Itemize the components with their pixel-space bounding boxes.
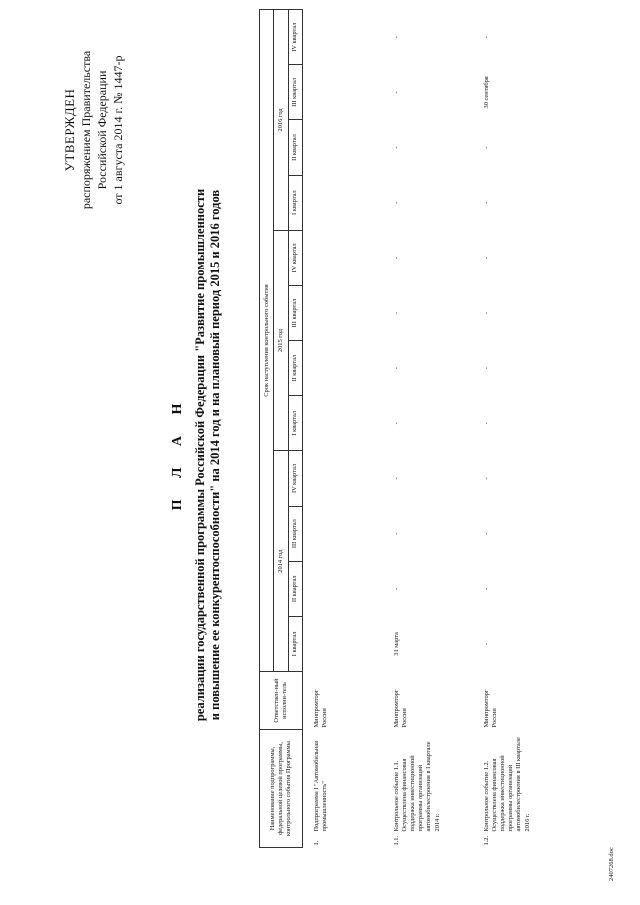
quarter-deadline-cell: 31 марта [392, 632, 400, 656]
quarter-deadline-cell: - [482, 36, 490, 39]
row-responsible: Минпромторг России [392, 689, 408, 728]
header-quarter: IV квартал [288, 230, 302, 285]
quarter-deadline-cell [303, 120, 383, 175]
quarter-deadline-cell: - [392, 477, 400, 480]
row-name-cell [303, 730, 383, 848]
quarter-deadline-cell [303, 285, 383, 340]
quarter-deadline-cell [303, 451, 383, 506]
quarter-deadline-cell: - [482, 256, 490, 259]
row-number: 1.1. [392, 835, 400, 846]
quarter-deadline-cell [303, 175, 383, 230]
quarter-deadline-cell [303, 506, 383, 561]
quarter-deadline-cell: 30 сентября [482, 76, 490, 109]
quarter-deadline-cell [303, 561, 383, 616]
document-code: 2407268.doc [608, 847, 615, 881]
subtitle-line: и повышение ее конкурентоспособности" на 2014 год и на плановый период 2015 и 2016 годов [208, 189, 222, 721]
approval-date: от 1 августа 2014 г. № 1447-р [111, 55, 125, 205]
quarter-deadline-cell: - [482, 367, 490, 370]
quarter-deadline-cell: - [482, 532, 490, 535]
page-subtitle [193, 75, 223, 835]
header-quarter: III квартал [288, 285, 302, 340]
quarter-deadline-cell: - [392, 532, 400, 535]
approval-stamp [62, 20, 126, 240]
row-number: 1. [313, 840, 320, 846]
quarter-deadline-cell: - [392, 146, 400, 149]
header-quarter: I квартал [288, 616, 302, 671]
approval-line: распоряжением Правительства [79, 50, 93, 210]
quarter-deadline-cell [303, 616, 383, 671]
row-title: Контрольное событие 1.2. Осуществлена финансовая поддержка инвестиционной программы организаций автомобилестроения в III квартале 2016 г. [482, 737, 531, 832]
header-quarter: III квартал [288, 506, 302, 561]
table-row [303, 10, 383, 848]
row-name-cell [383, 730, 473, 848]
header-quarter: IV квартал [288, 451, 302, 506]
header-deadline-group: Срок наступления контрольного события [260, 10, 274, 672]
header-year: 2016 год [274, 10, 288, 231]
quarter-deadline-cell: - [482, 587, 490, 590]
quarter-deadline-cell: - [392, 91, 400, 94]
quarter-deadline-cell: - [482, 642, 490, 645]
row-title: Подпрограмма I "Автомобильная промышленность" [313, 740, 329, 832]
table-body [303, 10, 563, 848]
quarter-deadline-cell: - [392, 367, 400, 370]
header-year: 2015 год [274, 230, 288, 451]
header-quarter: IV квартал [288, 10, 302, 65]
quarter-deadline-cell: - [392, 36, 400, 39]
row-responsible: Минпромторг России [482, 689, 498, 728]
quarter-deadline-cell [303, 65, 383, 120]
quarter-deadline-cell [303, 10, 383, 65]
plan-table [259, 9, 563, 848]
quarter-deadline-cell [303, 230, 383, 285]
approval-title: УТВЕРЖДЕН [62, 88, 77, 172]
page-title: П Л А Н [170, 394, 185, 511]
quarter-deadline-cell [303, 341, 383, 396]
table-row [383, 10, 473, 848]
quarter-deadline-cell [303, 396, 383, 451]
header-responsible-column: Ответствен-ный исполни-тель [260, 672, 303, 730]
row-responsible: Минпромторг России [313, 689, 329, 728]
header-quarter: I квартал [288, 175, 302, 230]
header-quarter: I квартал [288, 396, 302, 451]
approval-line: Российской Федерации [95, 70, 109, 190]
quarter-deadline-cell: - [482, 477, 490, 480]
header-quarter: II квартал [288, 341, 302, 396]
quarter-deadline-cell: - [392, 256, 400, 259]
subtitle-line: реализации государственной программы Российской Федерации "Развитие промышленности [193, 188, 207, 722]
quarter-deadline-cell: - [482, 146, 490, 149]
quarter-deadline-cell: - [392, 201, 400, 204]
table-row [473, 10, 563, 848]
header-year: 2014 год [274, 451, 288, 672]
header-quarter: II квартал [288, 561, 302, 616]
quarter-deadline-cell: - [482, 201, 490, 204]
row-name-cell [473, 730, 563, 848]
header-name-column: Наименование подпрограммы, федеральной целевой программы, контрольного события Программы [260, 730, 303, 848]
quarter-deadline-cell: - [392, 422, 400, 425]
header-quarter: II квартал [288, 120, 302, 175]
quarter-deadline-cell: - [482, 422, 490, 425]
row-number: 1.2. [482, 835, 490, 846]
header-quarter: III квартал [288, 65, 302, 120]
quarter-deadline-cell: - [482, 311, 490, 315]
row-title: Контрольное событие 1.1. Осуществлена финансовая поддержка инвестиционной программы организаций автомобилестроения в I квартале 2014 г. [392, 741, 441, 832]
quarter-deadline-cell: - [392, 311, 400, 315]
quarter-deadline-cell: - [392, 587, 400, 590]
